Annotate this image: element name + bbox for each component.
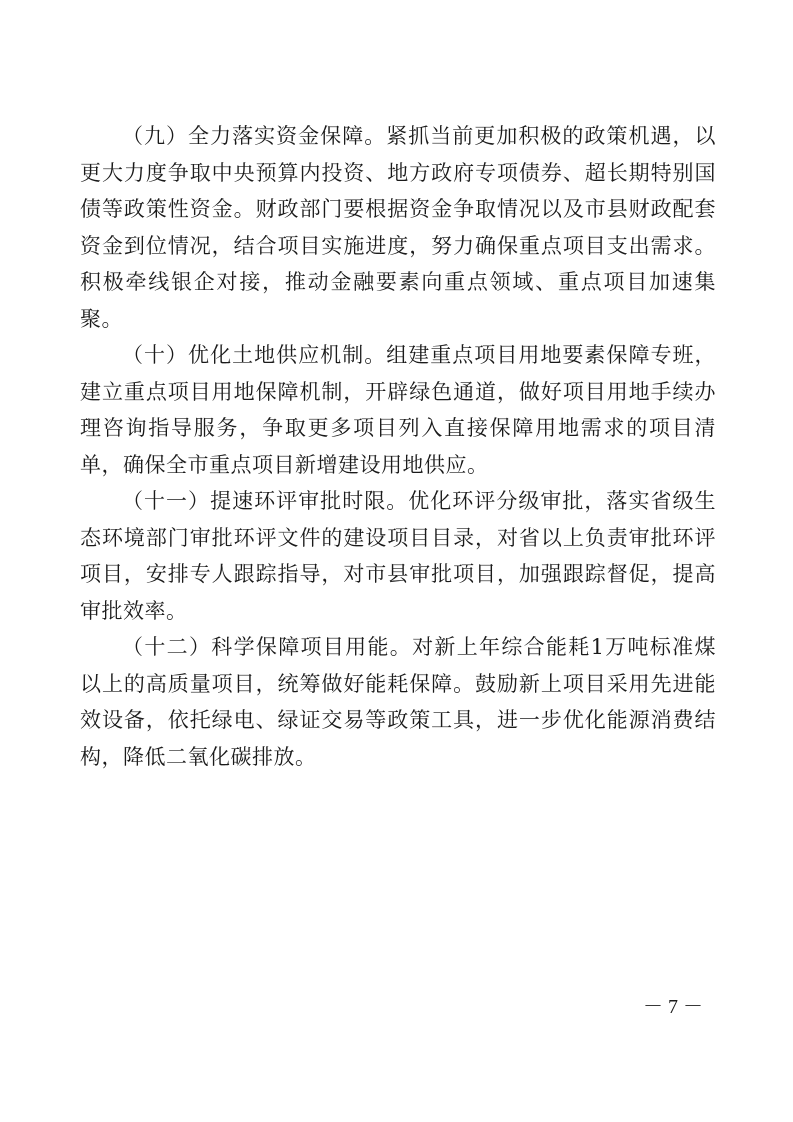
paragraph-energy-use: （十二）科学保障项目用能。对新上年综合能耗1万吨标准煤以上的高质量项目，统筹做好能耗保障。鼓励新上项目采用先进能效设备，依托绿电、绿证交易等政策工具，进一步优化能源消费结构，降低二氧化碳排放。 (80, 635, 716, 769)
page-number: － 7 － (643, 996, 703, 1018)
paragraph-land-supply: （十）优化土地供应机制。组建重点项目用地要素保障专班，建立重点项目用地保障机制，开辟绿色通道，做好项目用地手续办理咨询指导服务，争取更多项目列入直接保障用地需求的项目清单，确保全市重点项目新增建设用地供应。 (80, 343, 716, 477)
paragraph-environmental-approval: （十一）提速环评审批时限。优化环评分级审批，落实省级生态环境部门审批环评文件的建设项目目录，对省以上负责审批环评项目，安排专人跟踪指导，对市县审批项目，加强跟踪督促，提高审批效率。 (80, 489, 716, 623)
paragraph-funding-guarantee: （九）全力落实资金保障。紧抓当前更加积极的政策机遇，以更大力度争取中央预算内投资、地方政府专项债券、超长期特别国债等政策性资金。财政部门要根据资金争取情况以及市县财政配套资金到位情况，结合项目实施进度，努力确保重点项目支出需求。积极牵线银企对接，推动金融要素向重点领域、重点项目加速集聚。 (80, 124, 716, 331)
document-body (80, 118, 716, 775)
